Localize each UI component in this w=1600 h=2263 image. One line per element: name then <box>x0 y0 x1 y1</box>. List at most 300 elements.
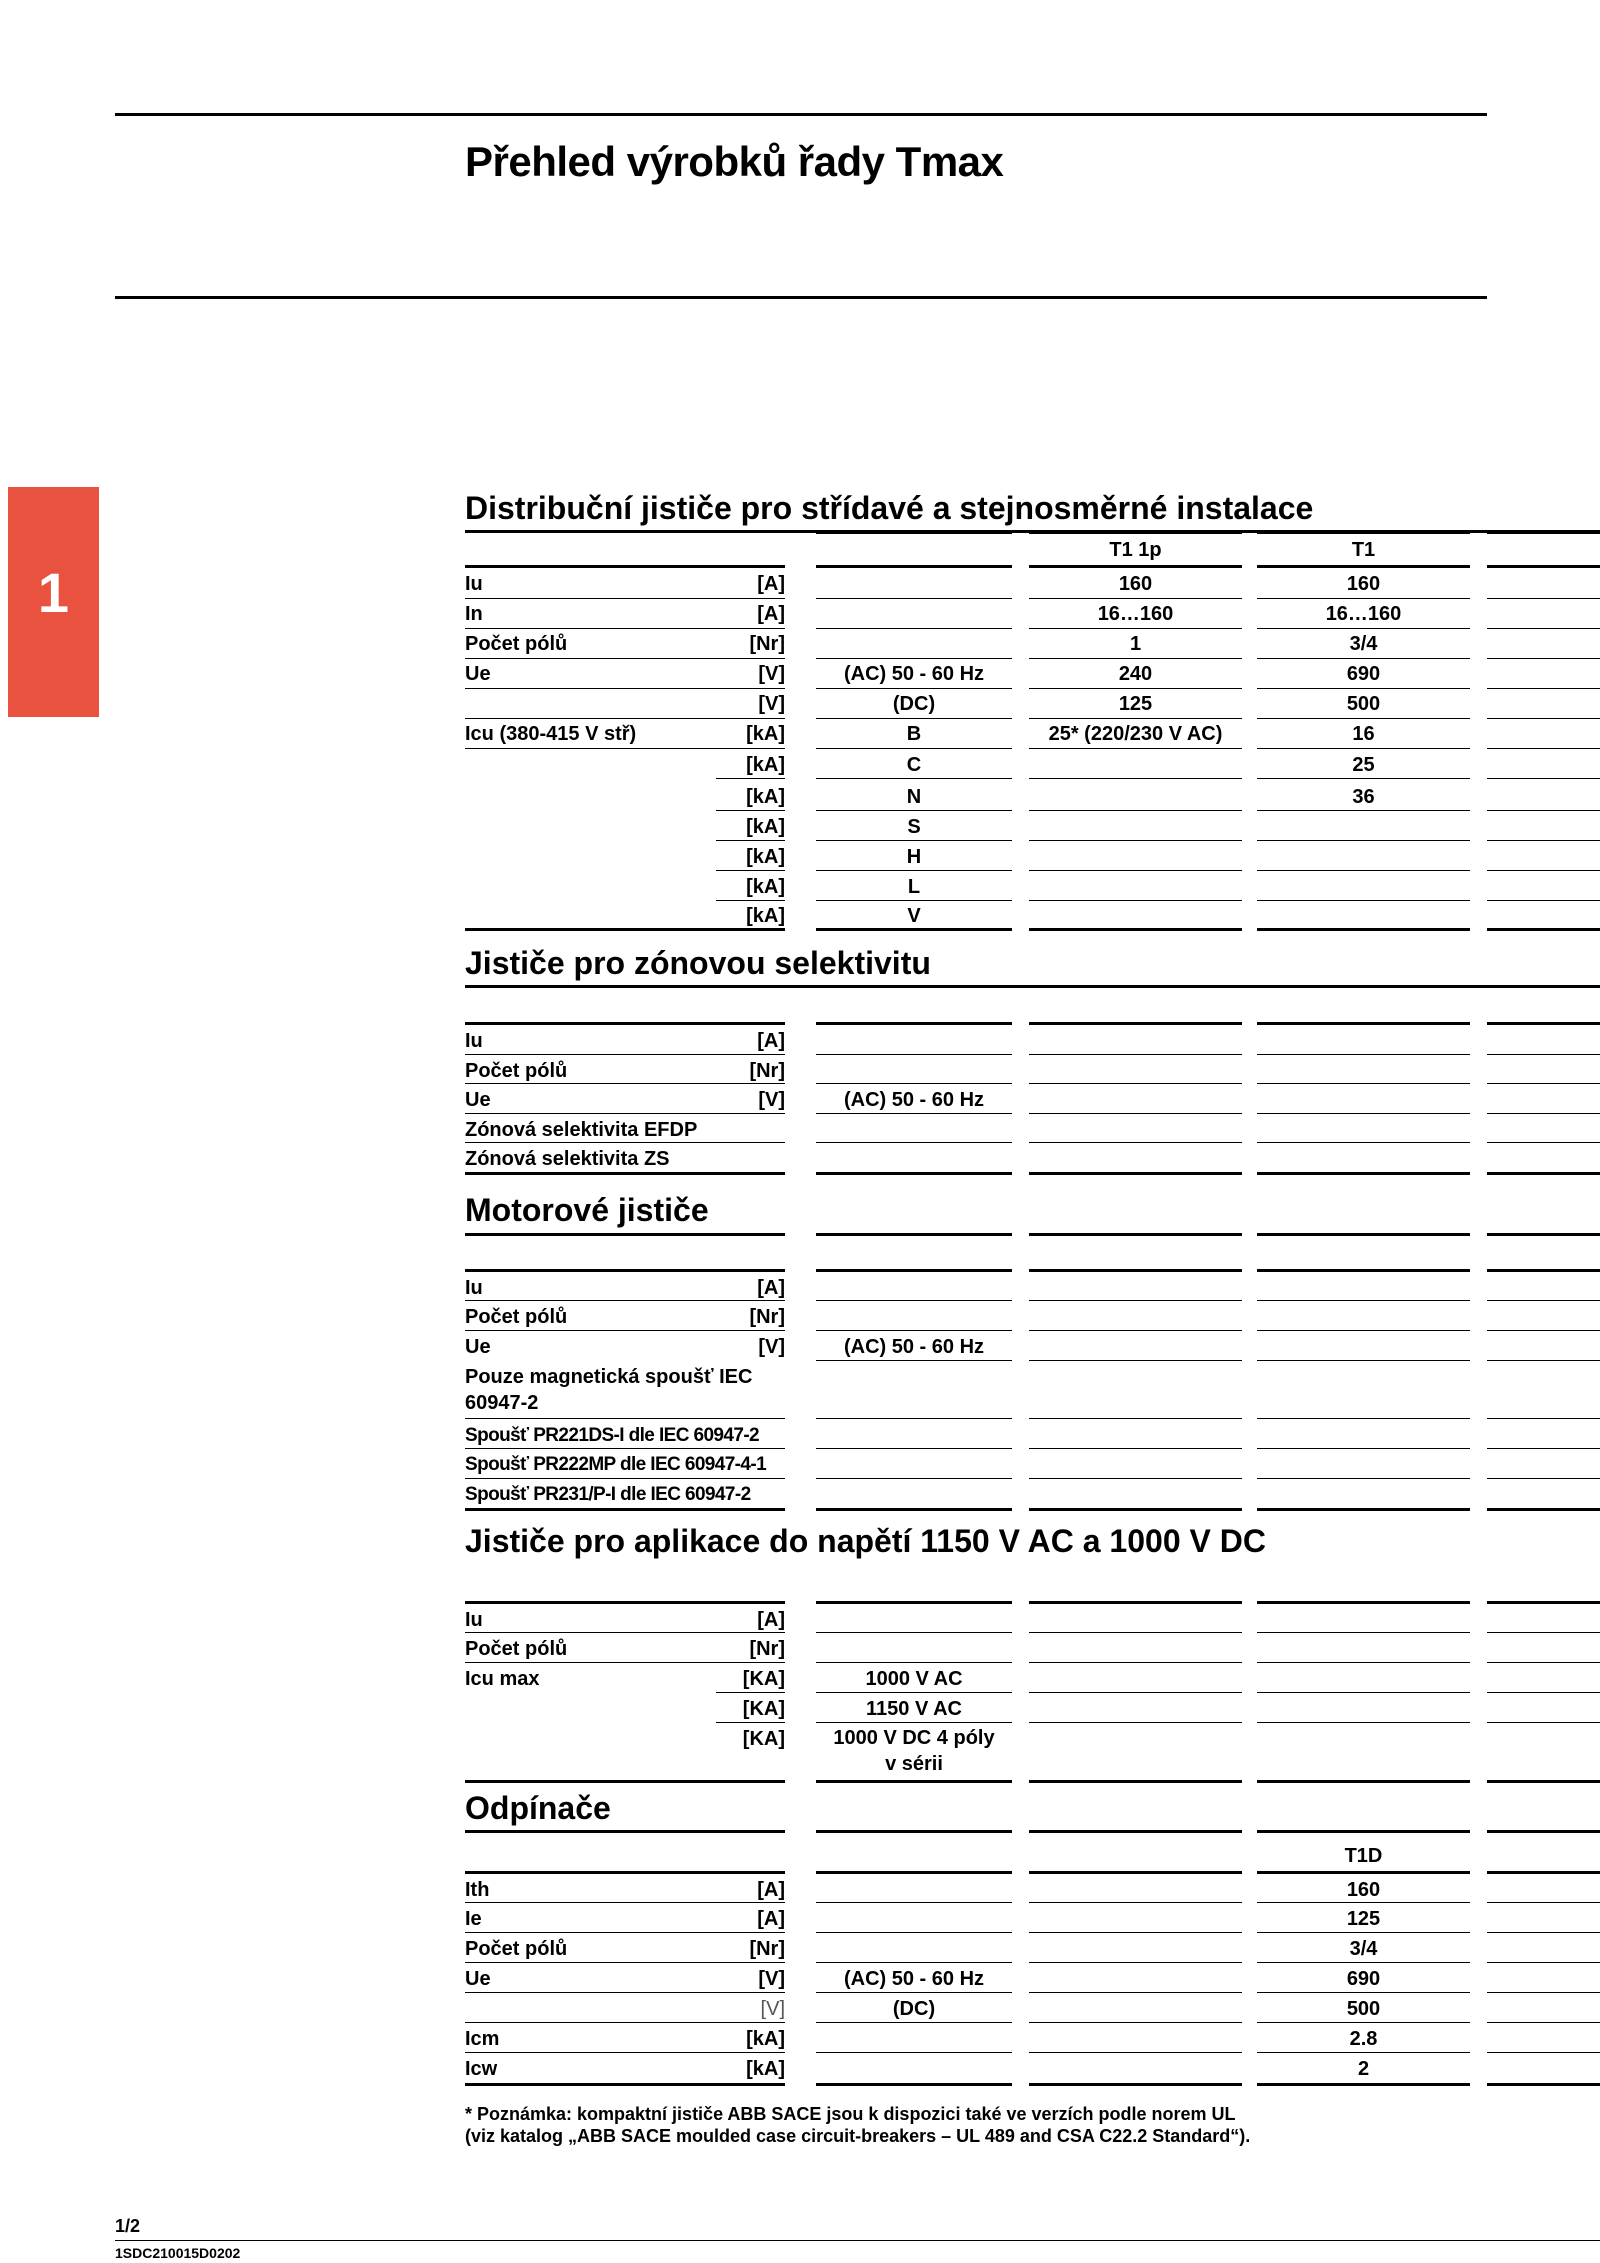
table-row <box>0 1725 1600 1779</box>
table-rule-line <box>816 1871 1012 1874</box>
table-rule-line <box>1029 810 1242 811</box>
table-rule-line <box>1257 1692 1470 1693</box>
value-t1 <box>1257 813 1470 843</box>
table-row <box>0 1665 1600 1695</box>
value-t1-1p: 25* (220/230 V AC) <box>1048 723 1223 745</box>
row-unit <box>715 1145 785 1175</box>
row-label: Ue <box>465 1089 491 1111</box>
row-condition: B <box>906 723 922 745</box>
table-rule-line <box>1257 1601 1470 1604</box>
table-rule-line <box>1487 1871 1600 1874</box>
row-label: Icu (380-415 V stř) <box>465 723 637 745</box>
row-condition: (AC) 50 - 60 Hz <box>843 663 985 685</box>
table-rule-line <box>1257 1871 1470 1874</box>
row-unit: [kA] <box>746 846 785 868</box>
row-unit: [KA] <box>742 1728 785 1750</box>
table-rule-line <box>1029 1448 1242 1449</box>
table-rule-line <box>1257 1478 1470 1479</box>
table-rule-line <box>1029 531 1242 534</box>
row-unit: [V] <box>758 1089 785 1111</box>
value-t1d: 2.8 <box>1349 2028 1378 2050</box>
row-condition: H <box>906 846 922 868</box>
table-rule-line <box>1029 718 1242 719</box>
table-rule-line <box>816 2052 1012 2053</box>
table-rule-line <box>465 1054 785 1055</box>
table-rule-line <box>1257 928 1470 931</box>
table-rule-line <box>1029 1692 1242 1693</box>
table-rule-line <box>816 1932 1012 1933</box>
column-header-t1: T1 <box>1351 539 1376 561</box>
chapter-number: 1 <box>37 561 70 624</box>
table-rule-line <box>1029 1871 1242 1874</box>
value-t1 <box>1257 843 1470 873</box>
row-condition <box>816 2055 1012 2085</box>
table-header-row <box>0 1842 1600 1872</box>
table-rule-line <box>1257 1932 1470 1933</box>
table-rule-line <box>465 1083 785 1084</box>
row-label: Spoušť PR222MP dle IEC 60947-4-1 <box>465 1454 767 1475</box>
table-rule-line <box>1487 1992 1600 1993</box>
table-rule-line <box>1029 1172 1242 1175</box>
table-rule-line <box>1029 1113 1242 1114</box>
table-rule-line <box>465 1992 785 1993</box>
table-rule-line <box>1029 1142 1242 1143</box>
table-rule-line <box>465 1113 785 1114</box>
table-rule-line <box>1257 1992 1470 1993</box>
table-rule-line <box>1257 628 1470 629</box>
table-rule-line <box>1487 2052 1600 2053</box>
row-label: Ue <box>465 1336 491 1358</box>
table-rule-line <box>465 1830 785 1833</box>
table-header-row <box>0 536 1600 566</box>
table-rule-line <box>1487 2083 1600 2086</box>
footnote-line: * Poznámka: kompaktní jističe ABB SACE jsou k dispozici také ve verzích podle norem UL <box>465 2104 1236 2124</box>
table-rule-line <box>1029 628 1242 629</box>
table-row <box>0 690 1600 720</box>
table-rule-line <box>816 1448 1012 1449</box>
section-title-zone: Jističe pro zónovou selektivitu <box>465 945 931 981</box>
row-condition: V <box>907 905 921 927</box>
table-rule-line <box>816 688 1012 689</box>
table-rule-line <box>1487 1601 1600 1604</box>
table-rule-line <box>1487 565 1600 568</box>
row-unit: [kA] <box>746 905 785 927</box>
table-rule-line <box>816 1902 1012 1903</box>
row-unit: [V] <box>758 1336 785 1358</box>
value-t1-1p <box>1029 813 1242 843</box>
table-rule-line <box>1257 840 1470 841</box>
table-rule-line <box>1257 1360 1470 1361</box>
row-unit: [V] <box>758 663 785 685</box>
table-rule-line <box>465 928 785 931</box>
table-rule-line <box>1029 1418 1242 1419</box>
row-label: Ue <box>465 1968 491 1990</box>
table-rule-line <box>465 688 785 689</box>
table-rule-line <box>816 748 1012 749</box>
table-row <box>0 2055 1600 2085</box>
table-rule-line <box>1487 2022 1600 2023</box>
table-rule-line <box>1029 748 1242 749</box>
row-condition <box>816 630 1012 660</box>
table-rule-line <box>1487 1360 1600 1361</box>
table-rule-line <box>1257 1632 1470 1633</box>
row-unit: [Nr] <box>749 1938 785 1960</box>
table-rule-line <box>1257 565 1470 568</box>
table-rule-line <box>1487 778 1600 779</box>
row-unit: [A] <box>757 1030 785 1052</box>
table-rule-line <box>816 565 1012 568</box>
row-unit: [Nr] <box>749 1638 785 1660</box>
row-label: Icu max <box>465 1668 540 1690</box>
table-row <box>0 1145 1600 1175</box>
table-rule-line <box>1487 1300 1600 1301</box>
row-unit: [A] <box>757 573 785 595</box>
table-rule-line <box>465 1508 785 1511</box>
value-t1d: 2 <box>1357 2058 1370 2080</box>
table-rule-line <box>1257 1830 1470 1833</box>
row-condition: (DC) <box>892 1998 936 2020</box>
value-t1: 160 <box>1346 573 1381 595</box>
table-row <box>0 720 1600 750</box>
table-rule-line <box>816 870 1012 871</box>
footnote-line: (viz katalog „ABB SACE moulded case circuit-breakers – UL 489 and CSA C22.2 Standard“). <box>465 2126 1251 2146</box>
table-rule-line <box>1257 1780 1470 1783</box>
table-rule-line <box>1487 1722 1600 1723</box>
table-rule-line <box>1487 900 1600 901</box>
row-label <box>465 873 715 903</box>
row-unit: [Nr] <box>749 633 785 655</box>
row-label: In <box>465 603 483 625</box>
row-condition: (DC) <box>892 693 936 715</box>
table-row <box>0 660 1600 690</box>
row-unit: [A] <box>757 1277 785 1299</box>
row-condition: S <box>907 816 921 838</box>
table-rule-line <box>465 2022 785 2023</box>
table-rule-line <box>716 1692 785 1693</box>
table-rule-line <box>1029 1902 1242 1903</box>
table-rule-line <box>1029 1601 1242 1604</box>
table-rule-line <box>816 1233 1012 1236</box>
table-rule-line <box>1257 688 1470 689</box>
table-rule-line <box>716 778 785 779</box>
table-rule-line <box>1029 1992 1242 1993</box>
row-label: Počet pólů <box>465 1638 568 1660</box>
row-label <box>465 1695 715 1725</box>
footnote <box>465 2103 1250 2147</box>
row-label: Počet pólů <box>465 1060 568 1082</box>
table-row <box>0 1303 1600 1333</box>
table-rule-line <box>816 1269 1012 1272</box>
table-rule-line <box>816 718 1012 719</box>
table-rule-line <box>465 1662 785 1663</box>
table-rule-line <box>816 2022 1012 2023</box>
table-row <box>0 1905 1600 1935</box>
row-label <box>465 751 715 781</box>
value-t1d: 690 <box>1346 1968 1381 1990</box>
table-rule-line <box>1257 1142 1470 1143</box>
table-rule-line <box>1487 531 1600 534</box>
table-rule-line <box>1029 688 1242 689</box>
table-rule-line <box>1029 1360 1242 1361</box>
table-rule-line <box>816 658 1012 659</box>
table-rule-line <box>1487 1083 1600 1084</box>
row-unit: [kA] <box>746 786 785 808</box>
row-condition: C <box>906 754 922 776</box>
table-row <box>0 783 1600 813</box>
table-rule-line <box>816 1508 1012 1511</box>
row-label: Iu <box>465 573 483 595</box>
table-rule-line <box>1487 628 1600 629</box>
table-rule-line <box>1487 1418 1600 1419</box>
section-title-distribution: Distribuční jističe pro střídavé a stejnosměrné instalace <box>465 490 1314 526</box>
row-label <box>465 813 715 843</box>
value-t1-1p: 16…160 <box>1097 603 1174 625</box>
row-label: Ie <box>465 1908 482 1930</box>
table-rule-line <box>816 1632 1012 1633</box>
table-rule-line <box>816 1083 1012 1084</box>
table-rule-line <box>816 1692 1012 1693</box>
table-rule-line <box>1257 598 1470 599</box>
value-t1: 500 <box>1346 693 1381 715</box>
table-rule-line <box>1487 1172 1600 1175</box>
table-rule-line <box>1029 1932 1242 1933</box>
table-row <box>0 630 1600 660</box>
table-rule-line <box>816 840 1012 841</box>
table-rule-line <box>1487 1662 1600 1663</box>
row-condition: 1150 V AC <box>866 1698 962 1720</box>
row-condition: N <box>906 786 922 808</box>
table-rule-line <box>1257 870 1470 871</box>
value-t1d: 160 <box>1346 1879 1381 1901</box>
row-label: Zónová selektivita ZS <box>465 1148 670 1170</box>
table-rule-line <box>1487 928 1600 931</box>
table-rule-line <box>1257 1508 1470 1511</box>
table-rule-line <box>1487 1902 1600 1903</box>
table-rule-line <box>465 1330 785 1331</box>
row-label: Iu <box>465 1277 483 1299</box>
table-rule-line <box>1257 778 1470 779</box>
value-t1: 3/4 <box>1349 633 1378 655</box>
table-rule-line <box>1029 1083 1242 1084</box>
row-unit: [Nr] <box>749 1060 785 1082</box>
table-rule-line <box>465 628 785 629</box>
table-rule-line <box>716 810 785 811</box>
table-rule-line <box>1257 1300 1470 1301</box>
table-rule-line <box>1029 1830 1242 1833</box>
table-rule-line <box>1029 1233 1242 1236</box>
row-label: Ith <box>465 1879 490 1901</box>
table-rule-line <box>816 900 1012 901</box>
table-rule-line <box>816 628 1012 629</box>
page-number: 1/2 <box>115 2216 141 2236</box>
table-rule-line <box>1487 1632 1600 1633</box>
row-condition <box>816 570 1012 600</box>
table-rule-line <box>1487 1780 1600 1783</box>
table-rule-line <box>1257 1722 1470 1723</box>
row-unit: [KA] <box>742 1668 785 1690</box>
row-condition: (AC) 50 - 60 Hz <box>843 1968 985 1990</box>
section-title-motor: Motorové jističe <box>465 1192 709 1228</box>
table-row <box>0 1481 1600 1511</box>
table-rule-line <box>465 718 785 719</box>
table-rule-line <box>1487 658 1600 659</box>
table-rule-line <box>1487 1142 1600 1143</box>
table-rule-line <box>1029 1662 1242 1663</box>
table-rule-line <box>465 1902 785 1903</box>
table-rule-line <box>1029 2022 1242 2023</box>
row-label: Ue <box>465 663 491 685</box>
row-unit: [A] <box>757 603 785 625</box>
table-rule-line <box>1029 1330 1242 1331</box>
table-rule-line <box>1257 2052 1470 2053</box>
row-label <box>465 783 715 813</box>
row-unit: [A] <box>757 1609 785 1631</box>
table-rule-line <box>465 1871 785 1874</box>
row-condition <box>816 1935 1012 1965</box>
table-row <box>0 1451 1600 1481</box>
table-rule-line <box>816 1662 1012 1663</box>
table-rule-line <box>1257 2083 1470 2086</box>
table-rule-line <box>816 1113 1012 1114</box>
table-rule-line <box>1257 718 1470 719</box>
table-rule-line <box>1029 928 1242 931</box>
table-rule-line <box>1029 1722 1242 1723</box>
table-row <box>0 600 1600 630</box>
table-rule-line <box>1257 531 1470 534</box>
table-rule-line <box>1257 2022 1470 2023</box>
row-condition: 1000 V AC <box>865 1668 963 1690</box>
row-label: Počet pólů <box>465 1938 568 1960</box>
table-rule-line <box>1257 1330 1470 1331</box>
table-rule-line <box>1257 1962 1470 1963</box>
table-rule-line <box>816 1330 1012 1331</box>
table-rule-line <box>1029 778 1242 779</box>
row-label: Iu <box>465 1609 483 1631</box>
table-rule-line <box>816 1962 1012 1963</box>
table-rule-line <box>1257 1113 1470 1114</box>
table-rule-line <box>1029 1300 1242 1301</box>
table-rule-line <box>1029 840 1242 841</box>
table-rule-line <box>1029 1508 1242 1511</box>
row-unit: [kA] <box>746 876 785 898</box>
top-rule <box>115 113 1487 116</box>
table-rule-line <box>1487 1478 1600 1479</box>
row-unit: [kA] <box>746 2058 785 2080</box>
table-rule-line <box>716 840 785 841</box>
table-rule-line <box>1029 1632 1242 1633</box>
table-rule-line <box>1257 1233 1470 1236</box>
table-row <box>0 873 1600 903</box>
row-unit: [V] <box>758 693 785 715</box>
table-rule-line <box>816 1172 1012 1175</box>
value-t1-1p: 125 <box>1118 693 1153 715</box>
table-row <box>0 813 1600 843</box>
document-code: 1SDC210015D0202 <box>115 2245 241 2261</box>
table-rule-line <box>465 1478 785 1479</box>
value-t1-1p: 160 <box>1118 573 1153 595</box>
table-rule-line <box>465 1448 785 1449</box>
table-rule-line <box>1487 1448 1600 1449</box>
value-t1d: 500 <box>1346 1998 1381 2020</box>
row-label: Icm <box>465 2028 500 2050</box>
value-t1: 25 <box>1352 754 1375 776</box>
table-rule-line <box>1487 1269 1600 1272</box>
table-rule-line <box>465 598 785 599</box>
table-rule-line <box>465 1022 785 1025</box>
table-rule-line <box>1487 1330 1600 1331</box>
table-row <box>0 1995 1600 2025</box>
row-condition: 1000 V DC 4 póly v sérii <box>833 1727 995 1775</box>
row-condition <box>816 1303 1012 1333</box>
table-rule-line <box>465 2052 785 2053</box>
table-rule-line <box>816 1722 1012 1723</box>
table-rule-line <box>465 1233 785 1236</box>
row-unit: [KA] <box>742 1698 785 1720</box>
table-rule-line <box>1487 1830 1600 1833</box>
row-condition: L <box>907 876 921 898</box>
table-rule-line <box>465 565 785 568</box>
table-rule-line <box>1487 1932 1600 1933</box>
table-row <box>0 1935 1600 1965</box>
table-rule-line <box>1487 1022 1600 1025</box>
table-row <box>0 2025 1600 2055</box>
row-label: Zónová selektivita EFDP <box>465 1119 698 1141</box>
table-row <box>0 1695 1600 1725</box>
row-label: Spoušť PR221DS-I dle IEC 60947-2 <box>465 1425 760 1446</box>
table-rule-line <box>1029 658 1242 659</box>
row-label <box>465 1725 715 1755</box>
table-rule-line <box>1487 870 1600 871</box>
table-rule-line <box>816 1054 1012 1055</box>
row-label <box>465 690 715 720</box>
row-label: Počet pólů <box>465 633 568 655</box>
table-rule-line <box>1487 598 1600 599</box>
table-rule-line <box>816 1360 1012 1361</box>
row-label: Icw <box>465 2058 498 2080</box>
row-condition <box>816 2025 1012 2055</box>
table-rule-line <box>816 1142 1012 1143</box>
table-rule-line <box>816 531 1012 534</box>
table-row <box>0 751 1600 781</box>
value-t1: 36 <box>1352 786 1375 808</box>
row-condition <box>816 1145 1012 1175</box>
table-row <box>0 570 1600 600</box>
table-rule-line <box>1257 1448 1470 1449</box>
value-t1-1p: 1 <box>1129 633 1142 655</box>
table-rule-line <box>1257 1269 1470 1272</box>
table-rule-line <box>1029 1022 1242 1025</box>
page-title: Přehled výrobků řady Tmax <box>465 138 1004 185</box>
table-rule-line <box>1487 1113 1600 1114</box>
table-rule-line <box>816 810 1012 811</box>
table-rule-line <box>1029 1780 1242 1783</box>
table-rule-line <box>1029 2052 1242 2053</box>
table-rule-line <box>1487 718 1600 719</box>
table-row <box>0 1364 1600 1418</box>
row-unit: [A] <box>757 1879 785 1901</box>
value-t1: 16…160 <box>1325 603 1402 625</box>
row-condition: (AC) 50 - 60 Hz <box>843 1089 985 1111</box>
table-row <box>0 1333 1600 1363</box>
value-t1d: 3/4 <box>1349 1938 1378 1960</box>
row-unit: [kA] <box>746 723 785 745</box>
value-t1-1p <box>1029 783 1242 813</box>
table-rule-line <box>816 1992 1012 1993</box>
table-rule-line <box>816 1780 1012 1783</box>
table-rule-line <box>716 870 785 871</box>
table-rule-line <box>465 1172 785 1175</box>
row-unit: [A] <box>757 1908 785 1930</box>
